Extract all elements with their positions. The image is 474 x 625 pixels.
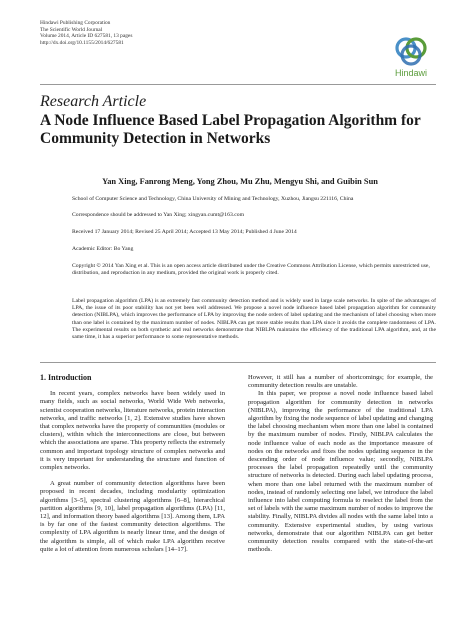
hindawi-rings-icon xyxy=(394,36,428,66)
article-title: A Node Influence Based Label Propagation Algorithm for Community Detection in Networks xyxy=(40,112,421,147)
hindawi-logo xyxy=(386,36,436,78)
abstract: Label propagation algorithm (LPA) is an extremely fast community detection method and is widely used in large scale networks. In spite of the advantages of LPA, the issue of its poor stability has not yet been well addressed. We propose a novel node influence based label propagation algorithm for community detection (NIBLPA), which improves the performance of LPA by improving the node orders of label updating and the mechanism of label choosing when more than one label is contained by the maximum number of nodes. NIBLPA can get more stable results than LPA since it avoids the complete randomness of LPA. The experimental results on both synthetic and real networks demonstrate that NIBLPA maintains the efficiency of the traditional LPA algorithm, and, at the same time, it has a superior performance to some representative methods. xyxy=(72,298,436,341)
hindawi-wordmark: Hindawi xyxy=(394,68,427,78)
affiliation: School of Computer Science and Technology, China University of Mining and Technology, Xuzhou, Jiangsu 221116, China xyxy=(72,196,354,202)
publisher-line: Hindawi Publishing Corporation xyxy=(40,20,111,26)
left-column xyxy=(40,374,225,554)
academic-editor: Academic Editor: Bo Yang xyxy=(72,246,134,252)
copyright-notice: Copyright © 2014 Yan Xing et al. This is an open access article distributed under the Creative Commons Attribution License, which permits unrestricted use, distribution, and reproduction in any medium, provided the original work is properly cited. xyxy=(72,263,430,277)
abstract-divider xyxy=(40,362,436,363)
journal-line: The Scientific World Journal xyxy=(40,26,103,33)
doi-line: http://dx.doi.org/10.1155/2014/627581 xyxy=(40,39,124,46)
paragraph: A great number of community detection algorithms have been proposed in recent decades, including modularity optimization algorithms [3–5], spectral clustering algorithms [6–8], hierarchical partition algorithms [9, 10], label propagation algorithms (LPA) [11, 12], and information theory based algorithms [13]. Among them, LPA is by far one of the fastest community detection algorithms. The complexity of LPA algorithm is nearly linear time, and the design of the algorithm is simple, all of which make LPA algorithm receive quite a lot of attention from numerous scholars [14–17]. xyxy=(40,480,225,553)
correspondence: Correspondence should be addressed to Yan Xing; xingyan.cumt@163.com xyxy=(72,212,245,218)
volume-line: Volume 2014, Article ID 627581, 13 pages xyxy=(40,33,133,40)
header-divider xyxy=(40,84,436,85)
paragraph: In this paper, we propose a novel node influence based label propagation algorithm for community detection in networks (NIBLPA), improving the performance of the traditional LPA algorithm by fixing the node sequence of label updating and changing the label choosing mechanism when more than one label is contained by the maximum number of nodes. Firstly, NIBLPA calculates the node influence value of each node as the importance measure of nodes on the networks and fixes the nodes updating sequence in the descending order of node influence value; secondly, NIBLPA processes the label propagation repeatedly until the community structure of networks is detected. During each label updating process, when more than one label returned with the maximum number of nodes, instead of randomly selecting one label, we introduce the label influence into label computing formula to reselect the label from the set of labels with the same maximum number of nodes to improve the stability. Finally, NIBLPA divides all nodes with the same label into a community. Extensive experimental studies, by using various networks, demonstrate that our algorithm NIBLPA can get better community detection results compared with the state-of-the-art methods. xyxy=(248,390,433,554)
journal-header xyxy=(40,20,132,46)
paragraph: In recent years, complex networks have been widely used in many fields, such as social networks, World Wide Web networks, scientist cooperation networks, literature networks, protein interaction networks, and traffic networks [1, 2]. Extensive studies have shown that complex networks have the property of communities (modules or clusters), within which the interconnections are close, but between which the associations are sparse. This property reflects the extremely common and important topology structure of complex networks and it is very important for understanding the structure and function of complex networks. xyxy=(40,390,225,472)
publication-dates: Received 17 January 2014; Revised 25 April 2014; Accepted 13 May 2014; Published 4 June 2014 xyxy=(72,229,297,235)
author-list: Yan Xing, Fanrong Meng, Yong Zhou, Mu Zhu, Mengyu Shi, and Guibin Sun xyxy=(102,177,378,186)
paragraph: However, it still has a number of shortcomings; for example, the community detection results are unstable. xyxy=(248,374,433,390)
right-column xyxy=(248,374,433,554)
section-heading: 1. Introduction xyxy=(40,373,92,382)
article-type: Research Article xyxy=(40,93,147,110)
